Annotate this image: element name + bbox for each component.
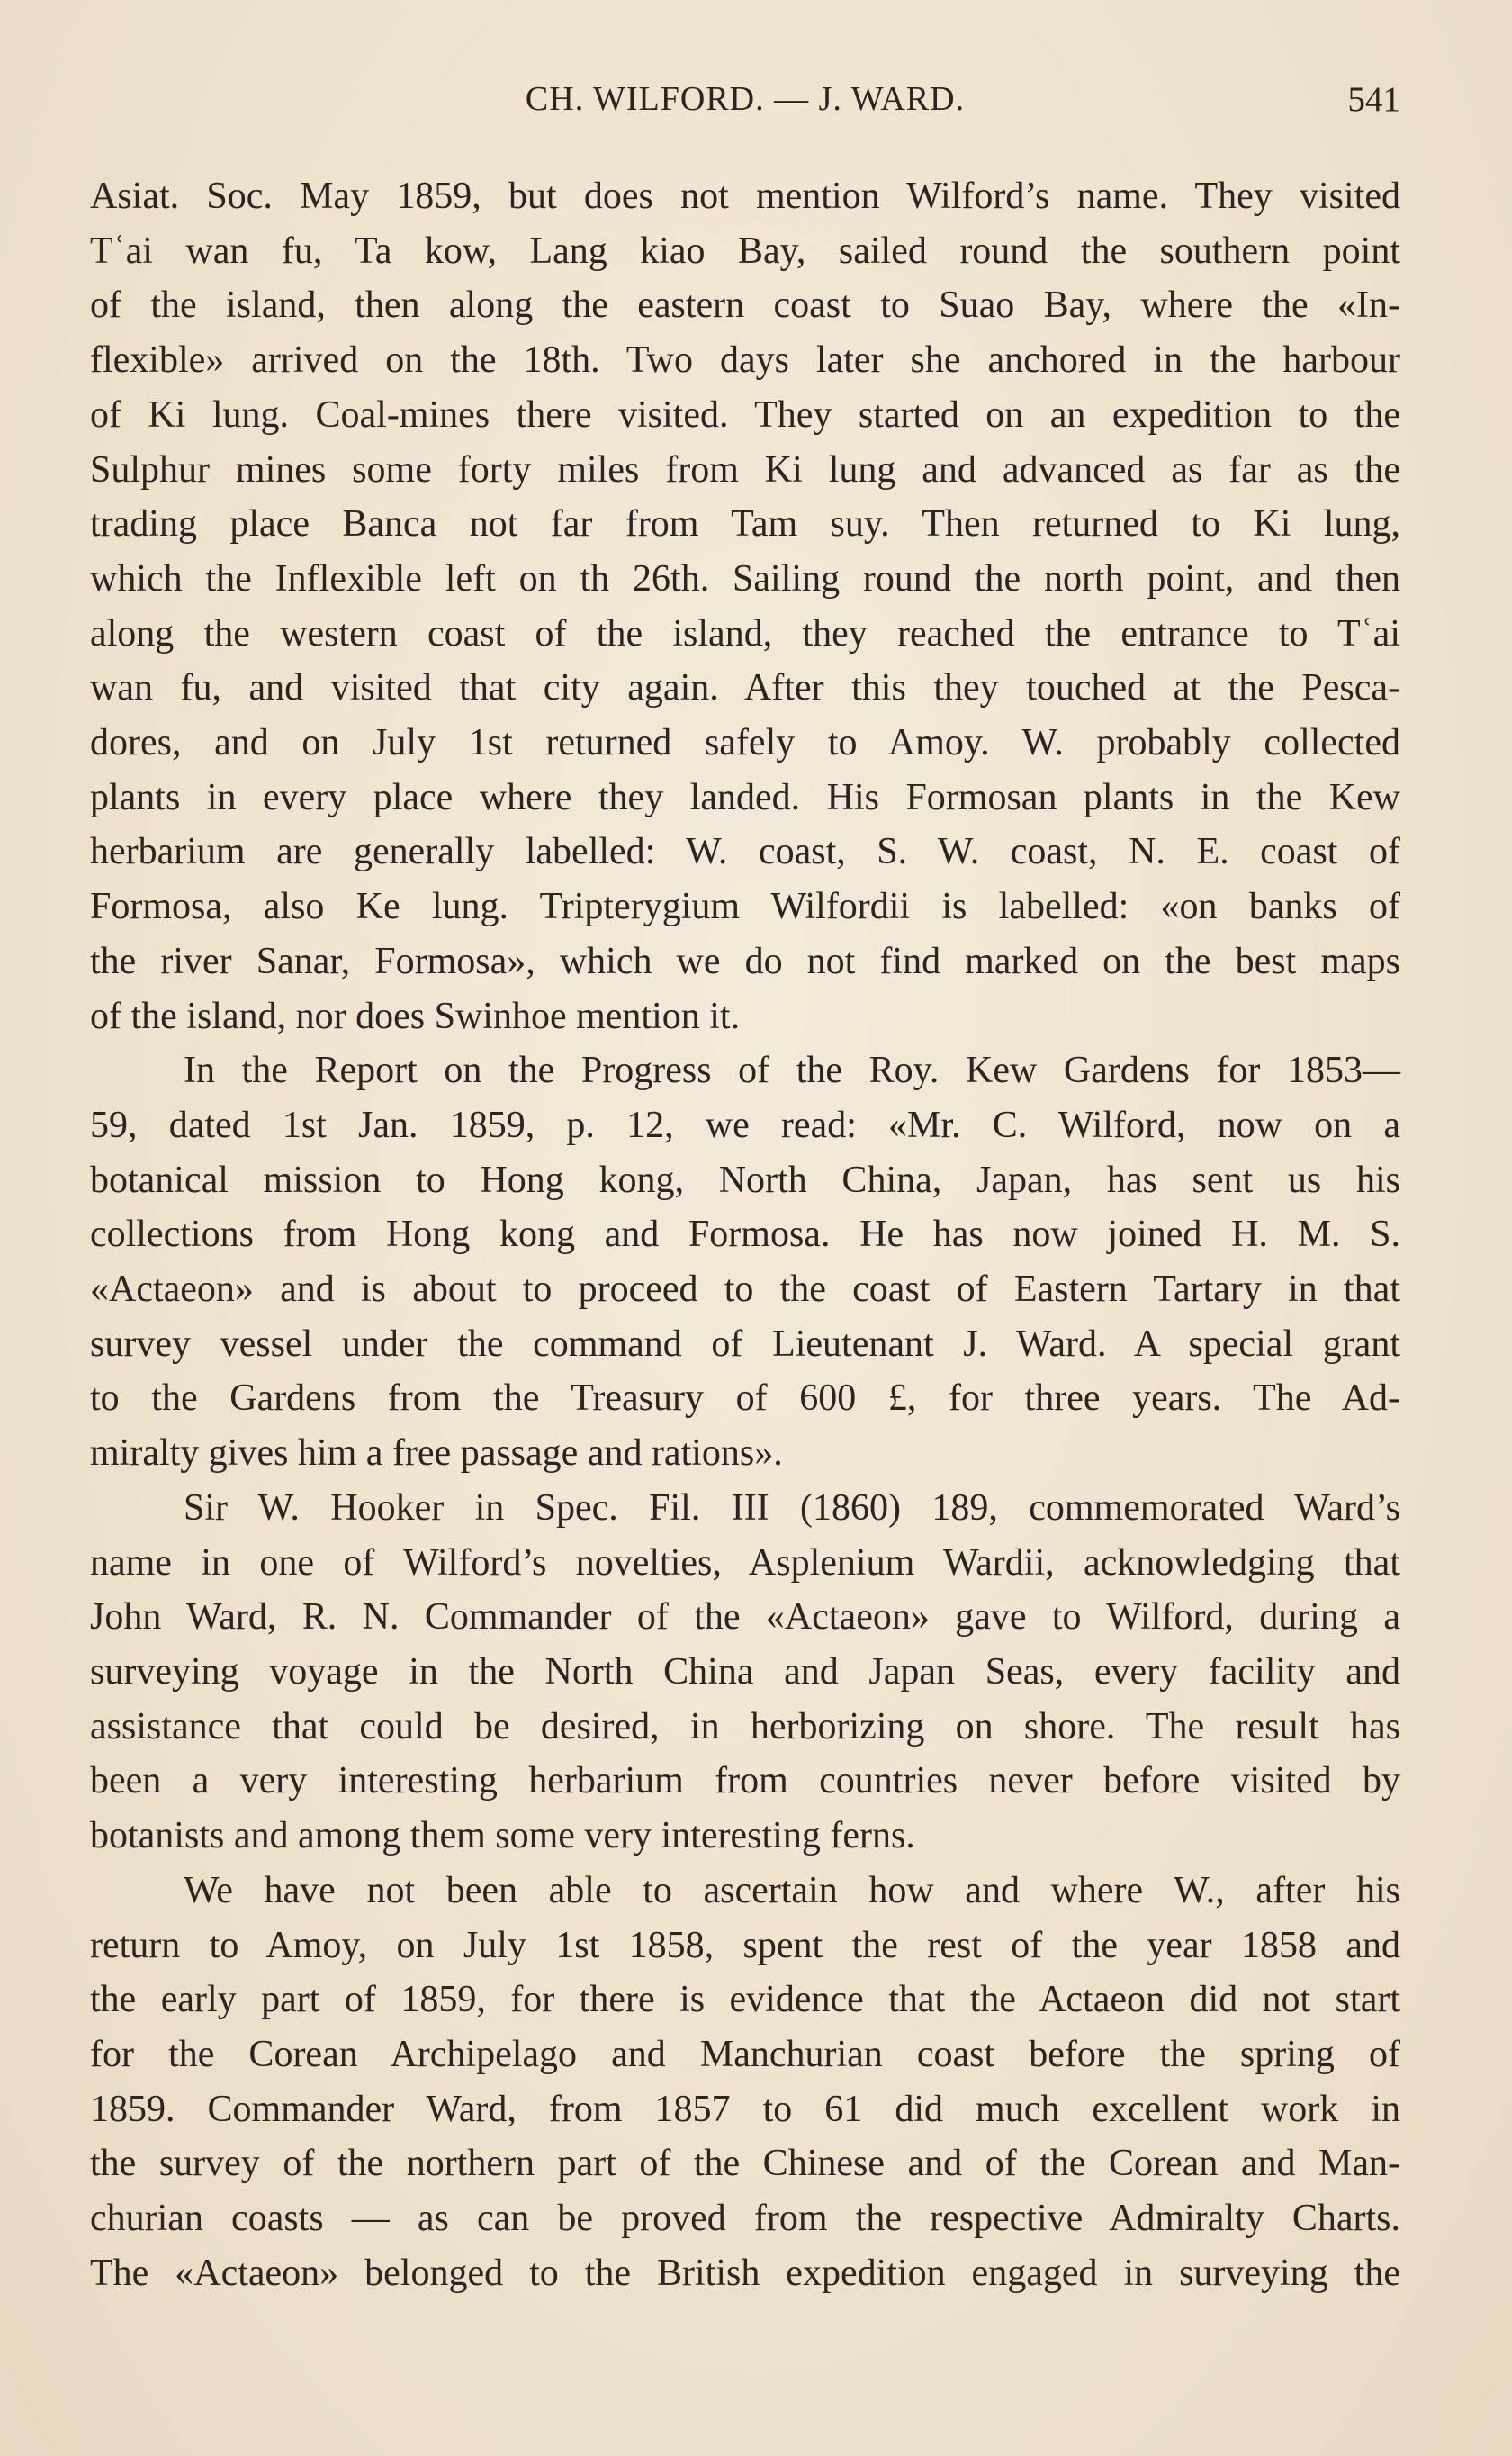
page-header <box>90 79 1400 133</box>
text-line: assistance that could be desired, in herborizing on shore. The result has <box>90 1705 1400 1747</box>
running-head: CH. WILFORD. — J. WARD. <box>525 80 966 118</box>
text-line: herbarium are generally labelled: W. coast, S. W. coast, N. E. coast of <box>90 831 1400 873</box>
paragraph-4 <box>90 1864 1400 2301</box>
text-line: been a very interesting herbarium from countries never before visited by <box>90 1760 1400 1802</box>
text-line: «Actaeon» and is about to proceed to the coast of Eastern Tartary in that <box>90 1269 1400 1311</box>
text-line: the early part of 1859, for there is evidence that the Actaeon did not start <box>90 1979 1400 2021</box>
text-line: return to Amoy, on July 1st 1858, spent the rest of the year 1858 and <box>90 1924 1400 1966</box>
text-line: 1859. Commander Ward, from 1857 to 61 did much excellent work in <box>90 2088 1400 2130</box>
text-line: name in one of Wilford’s novelties, Asplenium Wardii, acknowledging that <box>90 1541 1400 1584</box>
page-number: 541 <box>1347 80 1400 119</box>
text-line: wan fu, and visited that city again. After this they touched at the Pesca- <box>90 667 1400 709</box>
text-line: for the Corean Archipelago and Manchurian coast before the spring of <box>90 2033 1400 2075</box>
text-line: along the western coast of the island, they reached the entrance to Tʿai <box>90 612 1400 655</box>
text-line: survey vessel under the command of Lieutenant J. Ward. A special grant <box>90 1323 1400 1365</box>
paragraph-3 <box>90 1481 1400 1864</box>
text-line: 59, dated 1st Jan. 1859, p. 12, we read: «Mr. C. Wilford, now on a <box>90 1104 1400 1146</box>
text-line: flexible» arrived on the 18th. Two days later she anchored in the harbour <box>90 339 1400 382</box>
text-line: Sulphur mines some forty miles from Ki lung and advanced as far as the <box>90 448 1400 491</box>
paragraph-1 <box>90 169 1400 1043</box>
text-line: Sir W. Hooker in Spec. Fil. III (1860) 189, commemorated Ward’s <box>184 1486 1400 1529</box>
text-line: churian coasts — as can be proved from the respective Admiralty Charts. <box>90 2198 1400 2240</box>
text-line: dores, and on July 1st returned safely to Amoy. W. probably collected <box>90 722 1400 764</box>
text-line: the survey of the northern part of the Chinese and of the Corean and Man- <box>90 2143 1400 2185</box>
text-line: Asiat. Soc. May 1859, but does not mention Wilford’s name. They visited <box>90 176 1400 217</box>
text-line: trading place Banca not far from Tam suy. Then returned to Ki lung, <box>90 503 1400 546</box>
text-line: In the Report on the Progress of the Roy. Kew Gardens for 1853— <box>184 1050 1400 1092</box>
text-line: collections from Hong kong and Formosa. He has now joined H. M. S. <box>90 1214 1400 1256</box>
text-line: to the Gardens from the Treasury of 600 £, for three years. The Ad- <box>90 1377 1400 1420</box>
text-line: Tʿai wan fu, Ta kow, Lang kiao Bay, sailed round the southern point <box>90 230 1400 272</box>
text-line: John Ward, R. N. Commander of the «Actaeon» gave to Wilford, during a <box>90 1596 1400 1639</box>
text-line: of Ki lung. Coal-mines there visited. They started on an expedition to the <box>90 393 1400 436</box>
text-line: of the island, then along the eastern coast to Suao Bay, where the «In- <box>90 284 1400 327</box>
body-text <box>90 169 1400 2300</box>
text-line: botanists and among them some very interesting ferns. <box>90 1815 915 1857</box>
text-line: Formosa, also Ke lung. Tripterygium Wilfordii is labelled: «on banks of <box>90 886 1400 928</box>
text-line: plants in every place where they landed. His Formosan plants in the Kew <box>90 776 1400 818</box>
text-line: miralty gives him a free passage and rations». <box>90 1432 783 1475</box>
paragraph-2 <box>90 1043 1400 1481</box>
text-line: of the island, nor does Swinhoe mention it. <box>90 995 741 1037</box>
text-line: We have not been able to ascertain how and where W., after his <box>184 1869 1400 1911</box>
text-line: The «Actaeon» belonged to the British expedition engaged in surveying the <box>90 2252 1400 2294</box>
text-line: surveying voyage in the North China and Japan Seas, every facility and <box>90 1650 1400 1693</box>
text-line: the river Sanar, Formosa», which we do not find marked on the best maps <box>90 940 1400 982</box>
text-line: which the Inflexible left on th 26th. Sailing round the north point, and then <box>90 557 1400 600</box>
text-line: botanical mission to Hong kong, North China, Japan, has sent us his <box>90 1159 1400 1201</box>
